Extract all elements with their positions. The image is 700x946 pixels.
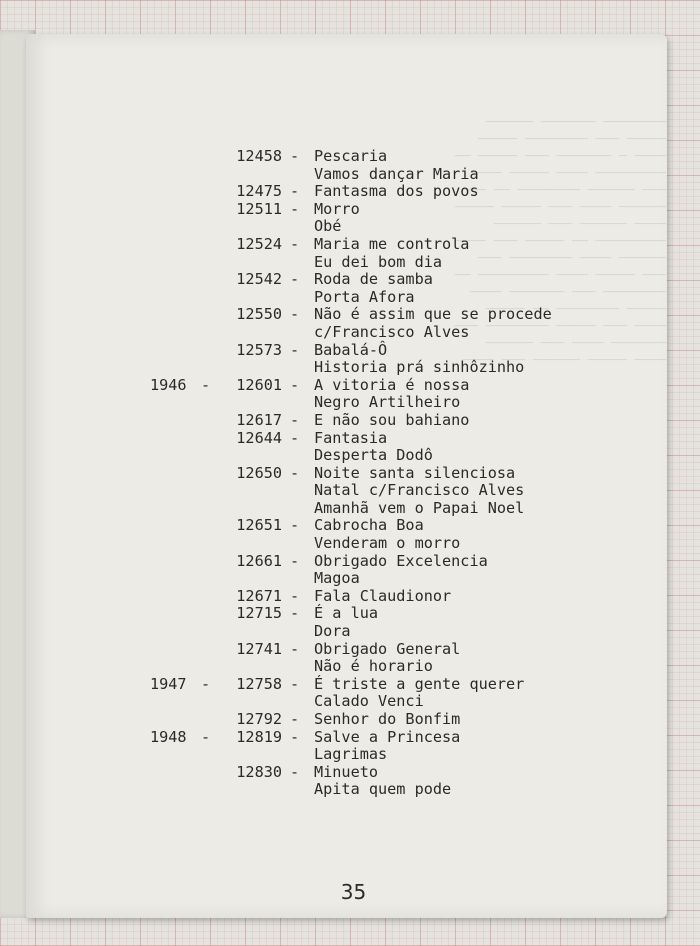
list-item: [26, 447, 667, 465]
number-dash: -: [290, 762, 300, 781]
recordings-list: [26, 148, 667, 799]
list-item: [26, 605, 667, 623]
list-item: [26, 658, 667, 676]
record-number: 12651: [236, 516, 282, 535]
song-title: Calado Venci: [314, 692, 424, 711]
record-number: 12458: [236, 147, 282, 165]
list-item: [26, 236, 667, 254]
song-title: Cabrocha Boa: [314, 516, 424, 535]
year-dash: -: [201, 375, 211, 394]
list-item: [26, 306, 667, 324]
record-number: 12617: [236, 410, 282, 429]
song-title: Não é assim que se procede: [314, 305, 552, 324]
record-number: 12475: [236, 182, 282, 201]
list-item: [26, 517, 667, 535]
record-number: 12550: [236, 305, 282, 324]
list-item: [26, 764, 667, 782]
song-title: Vamos dançar Maria: [314, 164, 479, 183]
number-dash: -: [290, 463, 300, 482]
year-label: 1946: [150, 375, 187, 394]
song-title: Venderam o morro: [314, 534, 461, 553]
list-item: [26, 430, 667, 448]
song-title: Dora: [314, 622, 351, 641]
song-title: Babalá-Ô: [314, 340, 388, 359]
song-title: Senhor do Bonfim: [314, 710, 461, 728]
list-item: [26, 465, 667, 483]
record-number: 12741: [236, 639, 282, 658]
record-number: 12661: [236, 551, 282, 570]
list-item: [26, 166, 667, 184]
list-item: [26, 746, 667, 764]
list-item: [26, 394, 667, 412]
song-title: Roda de samba: [314, 270, 433, 289]
number-dash: -: [290, 234, 300, 253]
list-item: [26, 271, 667, 289]
list-item: [26, 148, 667, 166]
song-title: Negro Artilheiro: [314, 393, 461, 412]
song-title: c/Francisco Alves: [314, 322, 470, 341]
list-item: [26, 570, 667, 588]
song-title: Historia prá sinhôzinho: [314, 358, 525, 377]
booklet-page: [26, 34, 667, 918]
song-title: Natal c/Francisco Alves: [314, 481, 525, 500]
list-item: [26, 183, 667, 201]
list-item: [26, 254, 667, 272]
list-item: [26, 535, 667, 553]
number-dash: -: [290, 182, 300, 201]
number-dash: -: [290, 674, 300, 693]
song-title: Obrigado Excelencia: [314, 551, 488, 570]
record-number: 12792: [236, 710, 282, 728]
song-title: Obé: [314, 217, 342, 236]
list-item: [26, 201, 667, 219]
song-title: A vitoria é nossa: [314, 375, 470, 394]
list-item: [26, 342, 667, 360]
record-number: 12542: [236, 270, 282, 289]
number-dash: -: [290, 516, 300, 535]
song-title: Apita quem pode: [314, 780, 452, 799]
song-title: Fantasma dos povos: [314, 182, 479, 201]
song-title: É triste a gente querer: [314, 674, 525, 693]
list-item: [26, 218, 667, 236]
song-title: Morro: [314, 199, 360, 218]
number-dash: -: [290, 305, 300, 324]
list-item: [26, 412, 667, 430]
list-item: [26, 553, 667, 571]
record-number: 12671: [236, 586, 282, 605]
number-dash: -: [290, 428, 300, 447]
song-title: Fantasia: [314, 428, 388, 447]
record-number: 12573: [236, 340, 282, 359]
record-number: 12601: [236, 375, 282, 394]
record-number: 12650: [236, 463, 282, 482]
list-item: [26, 711, 667, 729]
song-title: Eu dei bom dia: [314, 252, 443, 271]
song-title: Minueto: [314, 762, 379, 781]
show-through-text: ──────── ─────── ────── ───── ─── ──────── ───── ──── ─ ─────── ─── ───── ── ───────── ──── ───── ──── ─── ────── ──────── ── ─── ────── ──── ─── ───── ───── ──── ────── ─── ────── ───────── ── ───── ─── ──── ────── ──── ──────── ─── ─── ───── ──── ───────── ── ──────── ─── ─────── ──── ───── ──────── ── ───── ──── ─── ───── ──────── ─── ─────── ──── ─── ────── ──── ───── ────── ─── ────: [454, 115, 666, 368]
record-number: 12830: [236, 762, 282, 781]
song-title: Fala Claudionor: [314, 586, 452, 605]
song-title: Lagrimas: [314, 745, 388, 764]
list-item: [26, 289, 667, 307]
list-item: [26, 324, 667, 342]
list-item: [26, 641, 667, 659]
number-dash: -: [290, 410, 300, 429]
song-title: Magoa: [314, 569, 360, 588]
number-dash: -: [290, 551, 300, 570]
song-title: Desperta Dodô: [314, 446, 433, 465]
record-number: 12644: [236, 428, 282, 447]
year-dash: -: [201, 727, 211, 746]
list-item: [26, 500, 667, 518]
song-title: Salve a Princesa: [314, 727, 461, 746]
song-title: Porta Afora: [314, 287, 415, 306]
number-dash: -: [290, 586, 300, 605]
year-label: 1948: [150, 727, 187, 746]
list-item: [26, 377, 667, 395]
year-label: 1947: [150, 674, 187, 693]
number-dash: -: [290, 147, 300, 165]
list-item: [26, 729, 667, 747]
song-title: É a lua: [314, 604, 379, 623]
record-number: 12758: [236, 674, 282, 693]
number-dash: -: [290, 604, 300, 623]
list-item: [26, 676, 667, 694]
number-dash: -: [290, 375, 300, 394]
record-number: 12511: [236, 199, 282, 218]
song-title: Pescaria: [314, 147, 388, 165]
list-item: [26, 623, 667, 641]
page-number: [26, 880, 667, 904]
list-item: [26, 359, 667, 377]
record-number: 12524: [236, 234, 282, 253]
song-title: Obrigado General: [314, 639, 461, 658]
list-item: [26, 482, 667, 500]
list-item: [26, 693, 667, 711]
record-number: 12715: [236, 604, 282, 623]
number-dash: -: [290, 710, 300, 728]
number-dash: -: [290, 199, 300, 218]
number-dash: -: [290, 639, 300, 658]
number-dash: -: [290, 340, 300, 359]
number-dash: -: [290, 727, 300, 746]
list-item: [26, 781, 667, 799]
page-number-text: 35: [340, 880, 367, 904]
record-number: 12819: [236, 727, 282, 746]
year-dash: -: [201, 674, 211, 693]
song-title: E não sou bahiano: [314, 410, 470, 429]
list-item: [26, 588, 667, 606]
song-title: Não é horario: [314, 657, 433, 676]
song-title: Noite santa silenciosa: [314, 463, 516, 482]
song-title: Amanhã vem o Papai Noel: [314, 498, 525, 517]
song-title: Maria me controla: [314, 234, 470, 253]
number-dash: -: [290, 270, 300, 289]
